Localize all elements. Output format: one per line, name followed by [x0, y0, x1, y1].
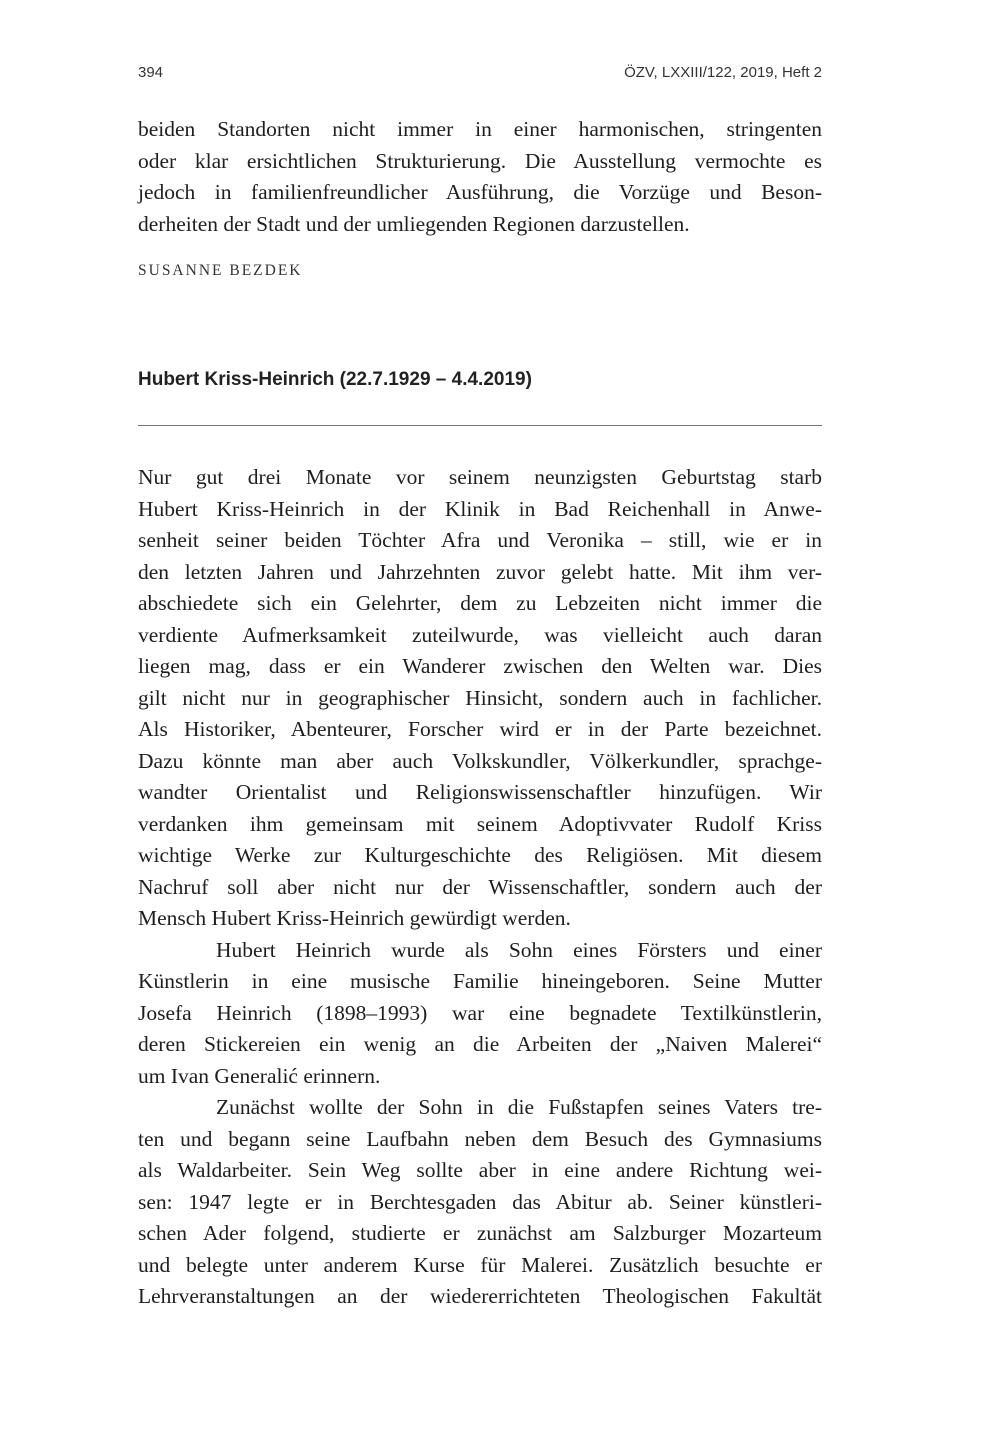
- text-line: den letzten Jahren und Jahrzehnten zuvor gelebt hatte. Mit ihm ver-: [138, 559, 822, 584]
- text-line: oder klar ersichtlichen Strukturierung. Die Ausstellung vermochte es: [138, 148, 822, 173]
- text-line: schen Ader folgend, studierte er zunächst am Salzburger Mozarteum: [138, 1221, 822, 1245]
- title-divider: [138, 425, 822, 426]
- page-number: 394: [138, 64, 164, 81]
- text-line: Künstlerin in eine musische Familie hineingeboren. Seine Mutter: [138, 969, 822, 993]
- text-line: gilt nicht nur in geographischer Hinsicht, sondern auch in fachlicher.: [138, 685, 822, 710]
- article-title: Hubert Kriss-Heinrich (22.7.1929 – 4.4.2019): [138, 369, 532, 390]
- text-line: deren Stickereien ein wenig an die Arbeiten der „Naiven Malerei“: [138, 1032, 822, 1056]
- text-line: jedoch in familienfreundlicher Ausführung, die Vorzüge und Beson-: [138, 180, 822, 204]
- text-line: um Ivan Generalić erinnern.: [138, 1063, 381, 1088]
- text-line: und belegte unter anderem Kurse für Malerei. Zusätzlich besuchte er: [138, 1252, 822, 1277]
- text-line: Zunächst wollte der Sohn in die Fußstapfen seines Vaters tre-: [216, 1095, 822, 1119]
- text-line: Lehrveranstaltungen an der wiedererrichteten Theologischen Fakultät: [138, 1284, 822, 1308]
- previous-article-text: [138, 114, 822, 240]
- text-line: derheiten der Stadt und der umliegenden Regionen darzustellen.: [138, 211, 690, 236]
- text-line: Nachruf soll aber nicht nur der Wissenschaftler, sondern auch der: [138, 874, 822, 899]
- text-line: als Waldarbeiter. Sein Weg sollte aber in eine andere Richtung wei-: [138, 1158, 822, 1182]
- text-line: beiden Standorten nicht immer in einer harmonischen, stringenten: [138, 117, 822, 141]
- article-body: [138, 462, 822, 1313]
- text-line: Als Historiker, Abenteurer, Forscher wird er in der Parte bezeichnet.: [138, 717, 822, 741]
- text-line: abschiedete sich ein Gelehrter, dem zu Lebzeiten nicht immer die: [138, 591, 822, 615]
- text-line: Nur gut drei Monate vor seinem neunzigsten Geburtstag starb: [138, 465, 822, 489]
- text-line: Hubert Kriss-Heinrich in der Klinik in Bad Reichenhall in Anwe-: [138, 496, 822, 521]
- text-line: verdanken ihm gemeinsam mit seinem Adoptivvater Rudolf Kriss: [138, 811, 822, 836]
- text-line: wichtige Werke zur Kulturgeschichte des Religiösen. Mit diesem: [138, 843, 822, 867]
- text-line: liegen mag, dass er ein Wanderer zwischen den Welten war. Dies: [138, 654, 822, 678]
- text-line: senheit seiner beiden Töchter Afra und Veronika – still, wie er in: [138, 528, 822, 552]
- text-line: ten und begann seine Laufbahn neben dem Besuch des Gymnasiums: [138, 1126, 822, 1151]
- text-line: verdiente Aufmerksamkeit zuteilwurde, was vielleicht auch daran: [138, 622, 822, 647]
- text-line: wandter Orientalist und Religionswissenschaftler hinzufügen. Wir: [138, 780, 822, 804]
- text-line: Hubert Heinrich wurde als Sohn eines Försters und einer: [216, 937, 822, 962]
- text-line: Mensch Hubert Kriss-Heinrich gewürdigt werden.: [138, 906, 571, 930]
- text-line: Dazu könnte man aber auch Volkskundler, Völkerkundler, sprachge-: [138, 748, 822, 773]
- text-line: Josefa Heinrich (1898–1993) war eine begnadete Textilkünstlerin,: [138, 1000, 822, 1025]
- author-signature: SUSANNE BEZDEK: [138, 262, 303, 279]
- text-line: sen: 1947 legte er in Berchtesgaden das Abitur ab. Seiner künstleri-: [138, 1189, 822, 1214]
- journal-reference: ÖZV, LXXIII/122, 2019, Heft 2: [624, 64, 822, 81]
